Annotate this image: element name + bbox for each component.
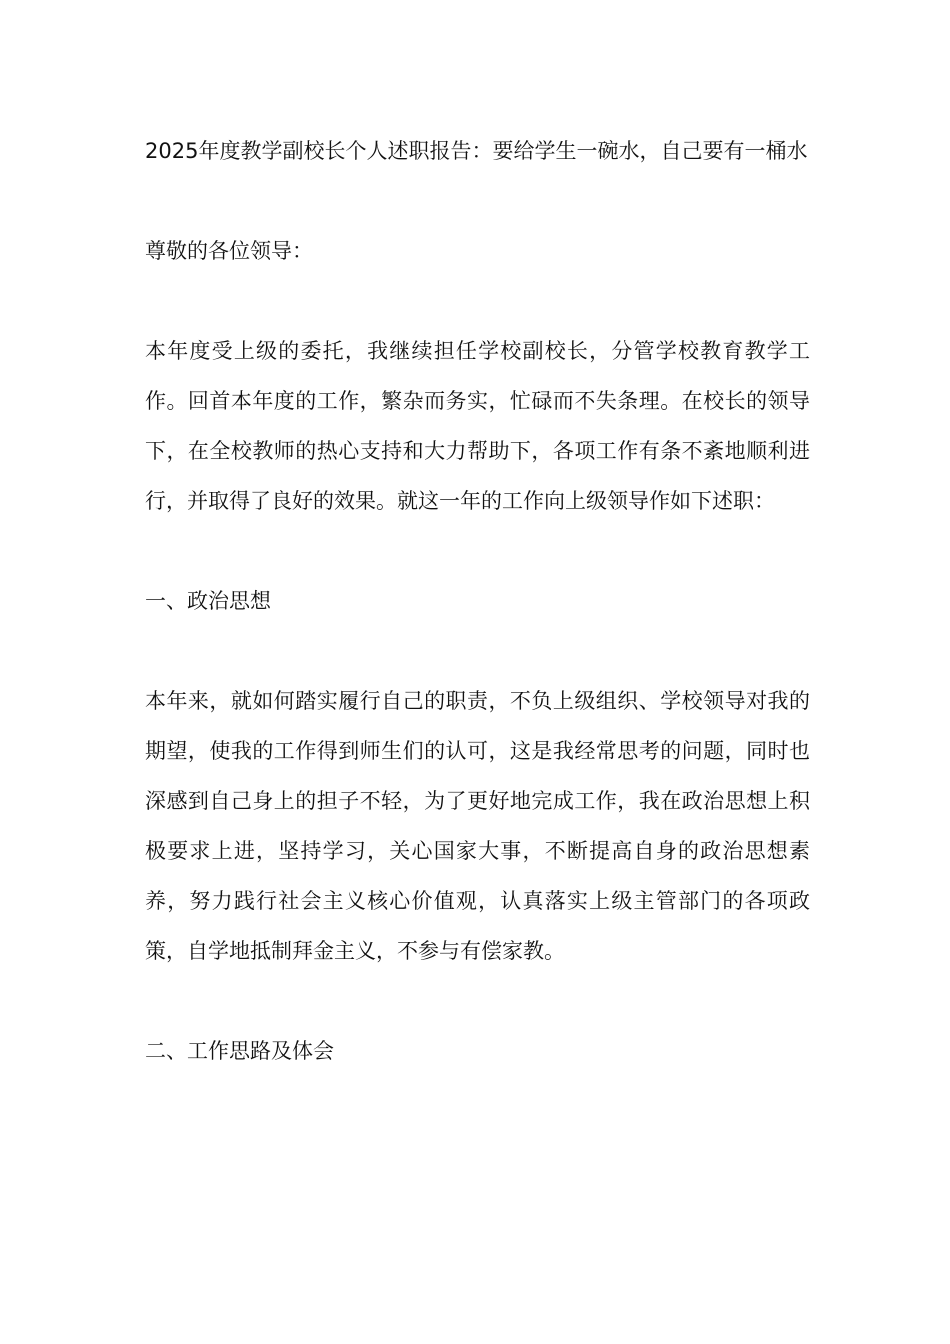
section-heading-work-ideas: 二、工作思路及体会 [145, 1039, 334, 1063]
document-body [145, 126, 810, 1126]
salutation: 尊敬的各位领导： [145, 239, 313, 263]
document-title: 2025年度教学副校长个人述职报告：要给学生一碗水，自己要有一桶水 [145, 139, 808, 163]
section-heading-politics: 一、政治思想 [145, 589, 271, 613]
politics-paragraph: 本年来，就如何踏实履行自己的职责，不负上级组织、学校领导对我的期望，使我的工作得到师生们的认可，这是我经常思考的问题，同时也深感到自己身上的担子不轻，为了更好地完成工作，我在政治思想上积极要求上进，坚持学习，关心国家大事，不断提高自身的政治思想素养，努力践行社会主义核心价值观，认真落实上级主管部门的各项政策，自学地抵制拜金主义，不参与有偿家教。 [145, 689, 810, 963]
intro-paragraph: 本年度受上级的委托，我继续担任学校副校长，分管学校教育教学工作。回首本年度的工作，繁杂而务实，忙碌而不失条理。在校长的领导下，在全校教师的热心支持和大力帮助下，各项工作有条不紊地顺利进行，并取得了良好的效果。就这一年的工作向上级领导作如下述职： [145, 339, 810, 513]
